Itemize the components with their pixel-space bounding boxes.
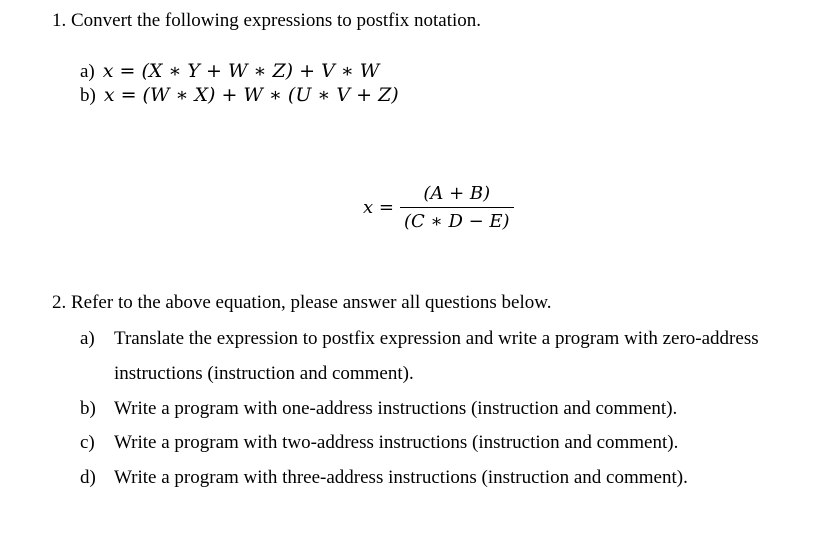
- question-1a: [80, 60, 379, 83]
- equation: [363, 183, 514, 232]
- question-2-heading: 2. Refer to the above equation, please answer all questions below.: [52, 292, 552, 313]
- question-2c-label: c): [80, 432, 95, 453]
- question-2d-label: d): [80, 467, 96, 488]
- expression-b: x = (W ∗ X) + W ∗ (U ∗ V + Z): [103, 84, 399, 106]
- question-2d: [80, 467, 688, 489]
- question-1b: [80, 84, 399, 107]
- expression-a: x = (X ∗ Y + W ∗ Z) + V ∗ W: [102, 60, 380, 82]
- equation-lhs: x =: [363, 197, 394, 218]
- question-2b-label: b): [80, 398, 96, 419]
- equation-denominator: (C ∗ D − E): [403, 211, 510, 232]
- question-2c-text: Write a program with two-address instructions (instruction and comment).: [114, 432, 679, 453]
- question-1-heading: 1. Convert the following expressions to postfix notation.: [52, 10, 482, 31]
- question-1b-label: b): [80, 85, 96, 106]
- equation-numerator: (A + B): [423, 183, 491, 204]
- equation-fraction: [400, 183, 514, 232]
- question-2c: [80, 432, 678, 454]
- question-2a-text-line2: instructions (instruction and comment).: [114, 363, 414, 384]
- question-2a-text-line1: Translate the expression to postfix expression and write a program with zero-address: [114, 328, 759, 349]
- question-2a-line1: [80, 328, 759, 350]
- question-1a-label: a): [80, 61, 95, 82]
- question-2a-label: a): [80, 328, 95, 349]
- question-2b: [80, 398, 677, 420]
- question-2b-text: Write a program with one-address instructions (instruction and comment).: [114, 398, 678, 419]
- question-2d-text: Write a program with three-address instructions (instruction and comment).: [114, 467, 688, 488]
